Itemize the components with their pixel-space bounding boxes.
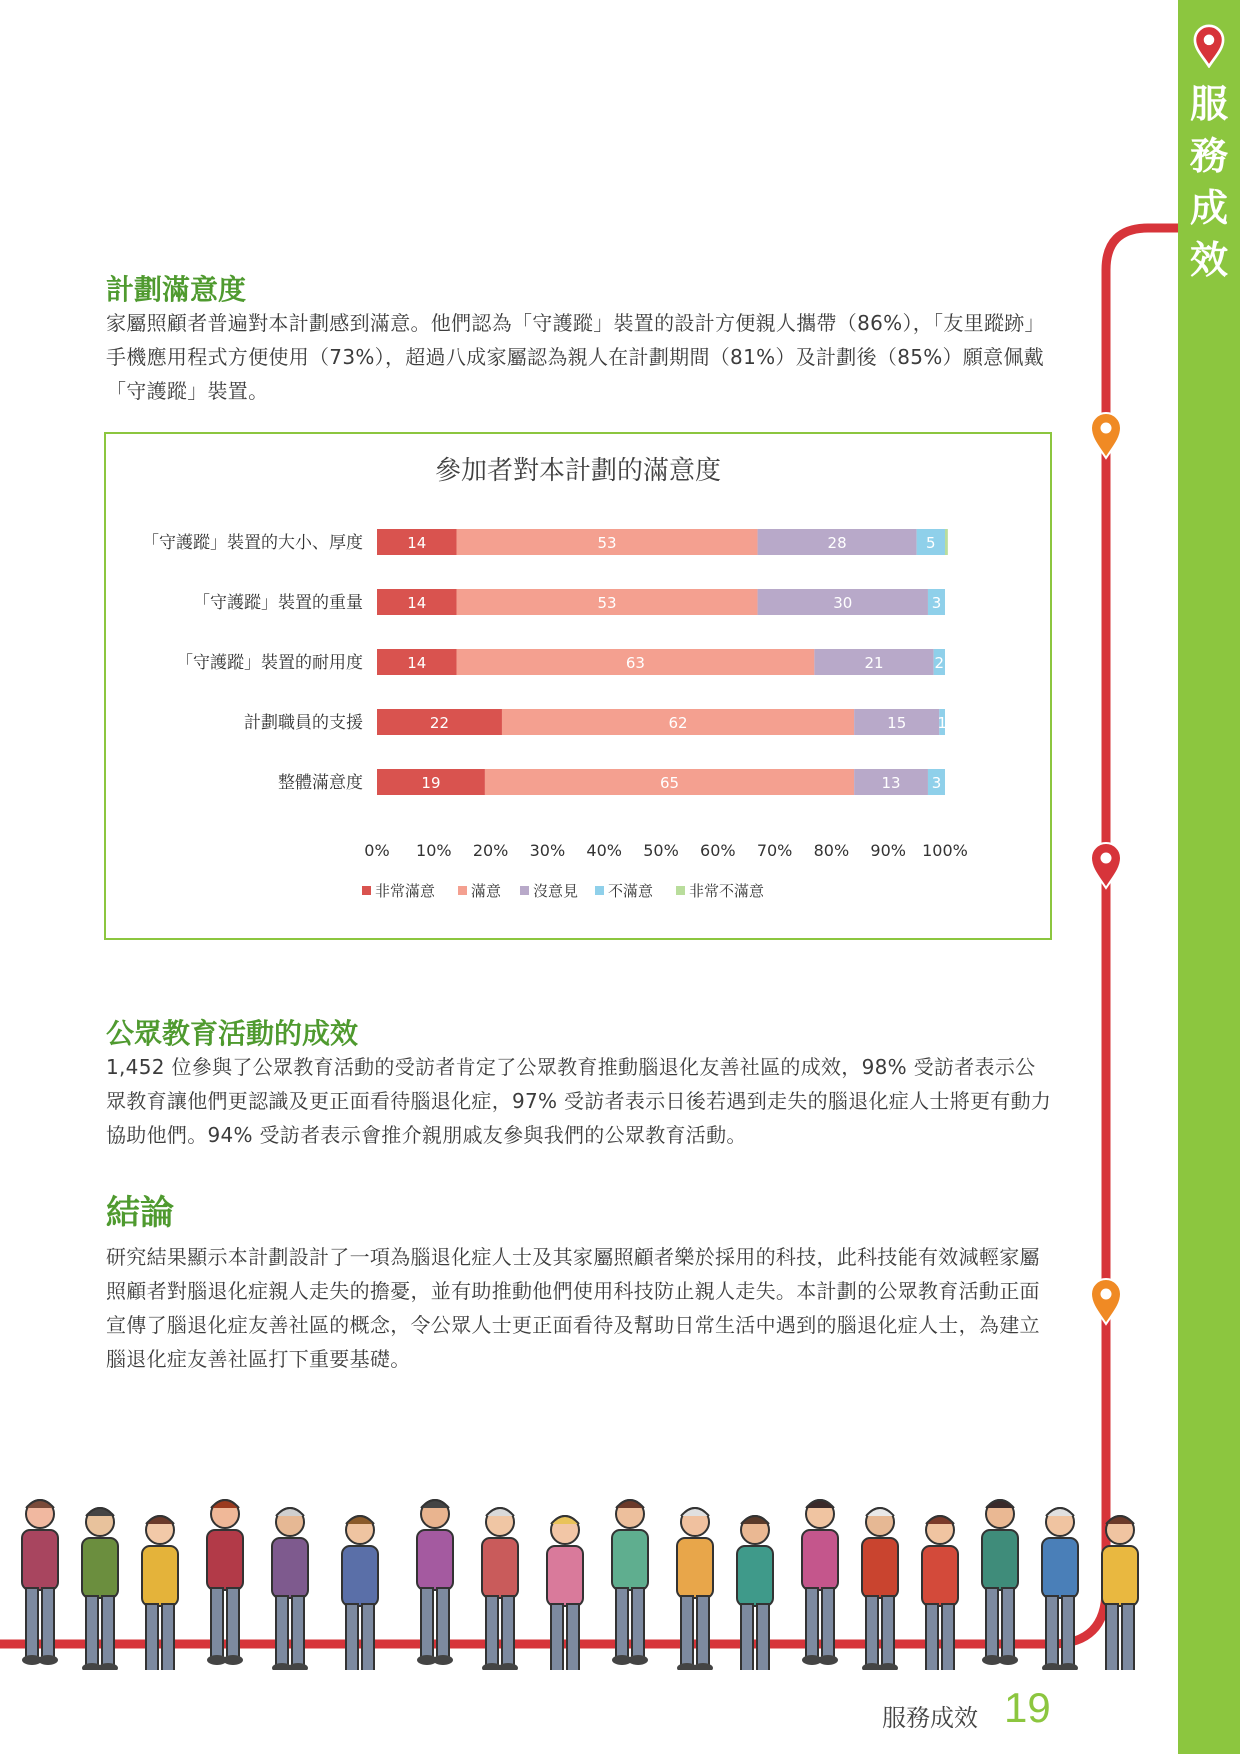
tick-label: 0% <box>364 841 390 860</box>
data-label: 14 <box>407 534 427 552</box>
person-figure <box>1042 1508 1078 1670</box>
pin-icon <box>1091 843 1121 888</box>
tick-label: 60% <box>700 841 736 860</box>
people-illustration <box>0 1465 1178 1670</box>
person-figure <box>677 1508 713 1670</box>
side-tab <box>1178 0 1240 1754</box>
side-tab-title <box>1178 78 1240 286</box>
data-label: 53 <box>597 594 617 612</box>
person-figure <box>982 1500 1018 1665</box>
data-label: 28 <box>827 534 847 552</box>
data-label: 14 <box>407 654 427 672</box>
data-label: 53 <box>597 534 617 552</box>
pin-icon <box>1091 413 1121 458</box>
legend-label: 沒意見 <box>533 882 579 900</box>
category-label: 「守護蹤」裝置的大小、厚度 <box>142 533 363 553</box>
data-label: 65 <box>659 774 680 792</box>
category-label: 「守護蹤」裝置的重量 <box>193 593 363 613</box>
section-title: 結論 <box>106 1193 174 1233</box>
side-tab-char: 服 <box>1189 82 1228 126</box>
section-text: 家屬照顧者普遍對本計劃感到滿意。他們認為「守護蹤」裝置的設計方便親人攜帶（86%），「友里蹤跡」手機應用程式方便使用（73%），超過八成家屬認為親人在計劃期間（81%）及計劃後（85%）願意佩戴「守護蹤」裝置。 <box>106 311 1045 403</box>
tick-label: 20% <box>472 841 509 860</box>
tick-label: 40% <box>586 841 622 860</box>
data-label: 63 <box>625 654 645 672</box>
legend-swatch <box>676 886 685 895</box>
category-label: 整體滿意度 <box>278 773 363 793</box>
data-label: 13 <box>881 774 901 792</box>
tick-label: 10% <box>416 841 452 860</box>
section-title: 公眾教育活動的成效 <box>106 1017 359 1050</box>
data-label: 2 <box>934 654 945 672</box>
data-label: 21 <box>864 654 884 672</box>
legend-swatch <box>595 886 604 895</box>
legend-label: 非常不滿意 <box>689 882 765 900</box>
chart-svg <box>106 434 1050 938</box>
tick-label: 100% <box>922 841 968 860</box>
tick-label: 50% <box>643 841 679 860</box>
person-figure <box>142 1516 178 1670</box>
side-tab-char: 務 <box>1189 134 1228 178</box>
section-text: 研究結果顯示本計劃設計了一項為腦退化症人士及其家屬照顧者樂於採用的科技，此科技能有效減輕家屬照顧者對腦退化症親人走失的擔憂，並有助推動他們使用科技防止親人走失。本計劃的公眾教育活動正面宣傳了腦退化症友善社區的概念，令公眾人士更正面看待及幫助日常生活中遇到的腦退化症人士，為建立腦退化症友善社區打下重要基礎。 <box>106 1245 1040 1371</box>
data-label: 15 <box>887 714 907 732</box>
legend-swatch <box>520 886 529 895</box>
data-label: 5 <box>926 534 936 552</box>
location-pin-icon <box>1192 24 1226 68</box>
data-label: 30 <box>833 594 853 612</box>
tick-label: 90% <box>870 841 906 860</box>
person-figure <box>482 1508 518 1670</box>
category-label: 計劃職員的支援 <box>244 713 363 733</box>
person-figure <box>737 1516 773 1670</box>
legend-label: 不滿意 <box>608 882 654 900</box>
person-figure <box>862 1508 898 1670</box>
data-label: 1 <box>937 714 947 732</box>
category-label: 「守護蹤」裝置的耐用度 <box>176 653 363 673</box>
data-label: 22 <box>429 714 450 732</box>
person-figure <box>1102 1516 1138 1670</box>
page-number: 19 <box>1004 1684 1051 1731</box>
person-figure <box>342 1516 378 1670</box>
person-figure <box>82 1508 118 1670</box>
person-figure <box>612 1500 648 1665</box>
data-label: 19 <box>421 774 441 792</box>
data-label: 62 <box>668 714 688 732</box>
legend-label: 滿意 <box>471 882 502 900</box>
side-tab-char: 成 <box>1189 186 1228 230</box>
person-figure <box>802 1500 838 1665</box>
tick-label: 80% <box>813 841 850 860</box>
chart-title: 參加者對本計劃的滿意度 <box>434 456 721 486</box>
footer-label: 服務成效 <box>882 1704 978 1732</box>
legend-swatch <box>458 886 467 895</box>
legend-label: 非常滿意 <box>375 882 436 900</box>
bar-segment <box>945 529 948 555</box>
tick-label: 30% <box>529 841 566 860</box>
data-label: 14 <box>407 594 427 612</box>
tick-label: 70% <box>756 841 793 860</box>
section-text: 1,452 位參與了公眾教育活動的受訪者肯定了公眾教育推動腦退化友善社區的成效，98% 受訪者表示公眾教育讓他們更認識及更正面看待腦退化症，97% 受訪者表示日後若遇到走失的腦退化症人士將更有動力協助他們。94% 受訪者表示會推介親朋戚友參與我們的公眾教育活動。 <box>106 1055 1052 1147</box>
person-figure <box>207 1500 243 1665</box>
person-figure <box>547 1516 583 1670</box>
pin-icon <box>1091 1279 1121 1324</box>
section-title: 計劃滿意度 <box>106 273 247 306</box>
person-figure <box>22 1500 58 1665</box>
side-tab-char: 效 <box>1189 238 1228 282</box>
satisfaction-chart <box>104 432 1052 940</box>
legend-swatch <box>362 886 371 895</box>
person-figure <box>922 1516 958 1670</box>
person-figure <box>417 1500 453 1665</box>
data-label: 3 <box>931 594 942 612</box>
person-figure <box>272 1508 308 1670</box>
data-label: 3 <box>931 774 942 792</box>
